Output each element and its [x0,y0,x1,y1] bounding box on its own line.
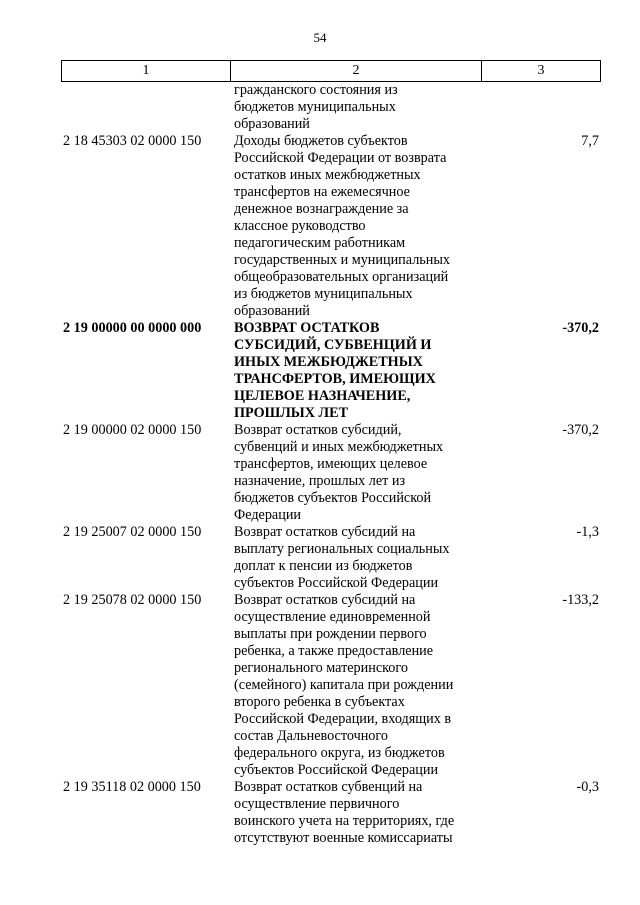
revenue-name: Возврат остатков субсидий на выплату региональных социальных доплат к пенсии из бюджетов субъектов Российской Федерации [234,524,450,591]
amount [481,82,601,133]
revenue-name: Возврат остатков субсидий, субвенций и иных межбюджетных трансфертов, имеющих целевое назначение, прошлых лет из бюджетов субъектов Российской Федерации [234,422,444,523]
table-row [61,320,601,422]
table-row [61,592,601,779]
amount: -370,2 [562,422,599,438]
table-row [61,524,601,592]
header-col-1: 1 [62,61,231,81]
budget-code: 2 19 25078 02 0000 150 [63,592,202,608]
budget-code: 2 19 00000 02 0000 150 [63,422,202,438]
amount: 7,7 [581,133,599,149]
amount: -370,2 [562,320,599,336]
budget-code [61,82,230,133]
table-row [61,82,601,133]
amount: -133,2 [562,592,599,608]
budget-code: 2 19 35118 02 0000 150 [63,779,201,795]
page-number: 54 [313,30,327,45]
amount: -0,3 [576,779,599,795]
header-col-2: 2 [231,61,482,81]
table-row [61,422,601,524]
revenue-name: гражданского состояния из бюджетов муниципальных образований [234,82,398,132]
budget-code: 2 19 00000 00 0000 000 [63,320,202,336]
revenue-name: Возврат остатков субсидий на осуществление единовременной выплаты при рождении первого ребенка, а также предоставление регионального материнского (семейного) капитала при рождении второго ребенка в субъектах Российской Федерации, входящих в состав Дальневосточного федерального округа, из бюджетов субъектов Российской Федерации [234,592,454,778]
revenue-name: ВОЗВРАТ ОСТАТКОВ СУБСИДИЙ, СУБВЕНЦИЙ И ИНЫХ МЕЖБЮДЖЕТНЫХ ТРАНСФЕРТОВ, ИМЕЮЩИХ ЦЕЛЕВОЕ НАЗНАЧЕНИЕ, ПРОШЛЫХ ЛЕТ [234,320,436,421]
table-header [61,60,601,82]
header-col-3: 3 [537,63,545,78]
table-row [61,133,601,320]
amount: -1,3 [576,524,599,540]
budget-code: 2 19 25007 02 0000 150 [63,524,202,540]
budget-code: 2 18 45303 02 0000 150 [63,133,202,149]
table-body [61,82,601,847]
revenue-name: Доходы бюджетов субъектов Российской Федерации от возврата остатков иных межбюджетных трансфертов на ежемесячное денежное вознаграждение за классное руководство педагогическим работникам государственных и муниципальных общеобразовательных организаций из бюджетов муниципальных образований [234,133,450,319]
table-row [61,779,601,847]
revenue-name: Возврат остатков субвенций на осуществление первичного воинского учета на территориях, где отсутствуют военные комиссариаты [234,779,455,846]
